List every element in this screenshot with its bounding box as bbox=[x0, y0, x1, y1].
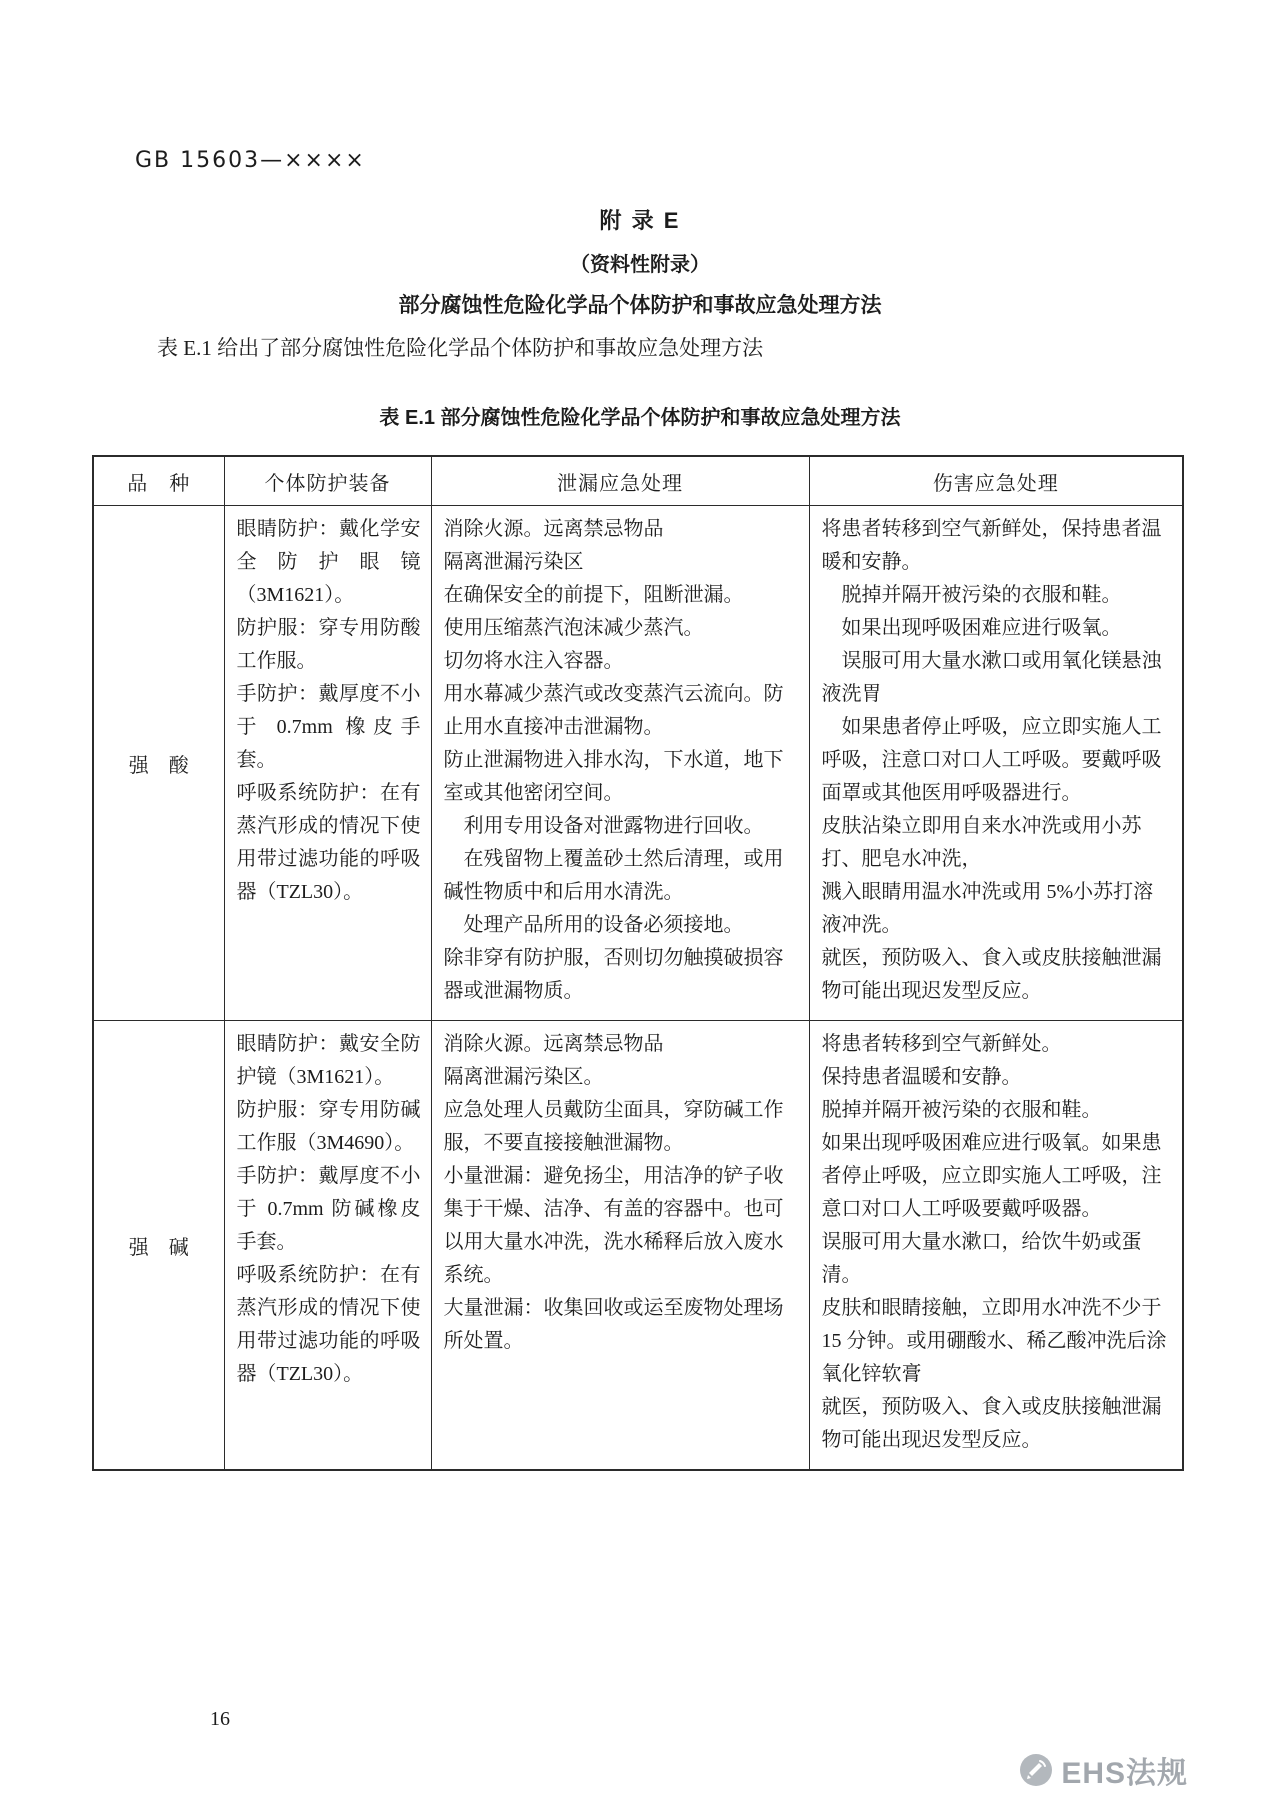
header-cell-injury: 伤害应急处理 bbox=[809, 456, 1183, 506]
leak-cell: 消除火源。远离禁忌物品 隔离泄漏污染区。 应急处理人员戴防尘面具，穿防碱工作服，不要直接接触泄漏物。 小量泄漏：避免扬尘，用洁净的铲子收集于干燥、洁净、有盖的容器中。也可以用大量水冲洗，洗水稀释后放入废水系统。 大量泄漏：收集回收或运至废物处理场所处置。 bbox=[431, 1021, 809, 1471]
category-cell: 强 碱 bbox=[93, 1021, 224, 1471]
page-number: 16 bbox=[210, 1708, 230, 1730]
table-caption: 表 E.1 部分腐蚀性危险化学品个体防护和事故应急处理方法 bbox=[379, 407, 901, 429]
header-cell-category: 品 种 bbox=[93, 456, 224, 506]
ehs-logo-icon bbox=[1019, 1753, 1053, 1787]
appendix-type: （资料性附录） bbox=[570, 254, 710, 276]
ehs-watermark bbox=[1019, 1748, 1188, 1792]
injury-cell: 将患者转移到空气新鲜处，保持患者温暖和安静。 脱掉并隔开被污染的衣服和鞋。 如果出现呼吸困难应进行吸氧。 误服可用大量水漱口或用氧化镁悬浊液洗胃 如果患者停止呼吸，应立即实施人工呼吸，注意口对口人工呼吸。要戴呼吸面罩或其他医用呼吸器进行。 皮肤沾染立即用自来水冲洗或用小苏打、肥皂水冲洗， 溅入眼睛用温水冲洗或用 5%小苏打溶液冲洗。 就医，预防吸入、食入或皮肤接触泄漏物可能出现迟发型反应。 bbox=[809, 506, 1183, 1021]
protection-cell: 眼睛防护：戴化学安全防护眼镜（3M1621）。 防护服：穿专用防酸工作服。 手防护：戴厚度不小于 0.7mm 橡皮手套。 呼吸系统防护：在有蒸汽形成的情况下使用带过滤功能的呼吸器（TZL30）。 bbox=[224, 506, 431, 1021]
protection-table bbox=[92, 455, 1184, 1471]
table-row-strong-base bbox=[93, 1021, 1183, 1471]
appendix-title: 部分腐蚀性危险化学品个体防护和事故应急处理方法 bbox=[398, 294, 882, 317]
table-row-strong-acid bbox=[93, 506, 1183, 1021]
doc-code: GB 15603—×××× bbox=[135, 148, 366, 173]
leak-cell: 消除火源。远离禁忌物品 隔离泄漏污染区 在确保安全的前提下，阻断泄漏。 使用压缩蒸汽泡沫减少蒸汽。 切勿将水注入容器。 用水幕减少蒸汽或改变蒸汽云流向。防止用水直接冲击泄漏物。 防止泄漏物进入排水沟，下水道，地下室或其他密闭空间。 利用专用设备对泄露物进行回收。 在残留物上覆盖砂土然后清理，或用碱性物质中和后用水清洗。 处理产品所用的设备必须接地。 除非穿有防护服，否则切勿触摸破损容器或泄漏物质。 bbox=[431, 506, 809, 1021]
injury-cell: 将患者转移到空气新鲜处。 保持患者温暖和安静。 脱掉并隔开被污染的衣服和鞋。 如果出现呼吸困难应进行吸氧。如果患者停止呼吸，应立即实施人工呼吸，注意口对口人工呼吸要戴呼吸器。 误服可用大量水漱口，给饮牛奶或蛋清。 皮肤和眼睛接触，立即用水冲洗不少于 15 分钟。或用硼酸水、稀乙酸冲洗后涂氧化锌软膏 就医，预防吸入、食入或皮肤接触泄漏物可能出现迟发型反应。 bbox=[809, 1021, 1183, 1471]
header-cell-protection: 个体防护装备 bbox=[224, 456, 431, 506]
intro-text: 表 E.1 给出了部分腐蚀性危险化学品个体防护和事故应急处理方法 bbox=[157, 336, 764, 360]
table-header-row bbox=[93, 456, 1183, 506]
protection-cell: 眼睛防护：戴安全防护镜（3M1621）。 防护服：穿专用防碱工作服（3M4690）。 手防护：戴厚度不小于 0.7mm 防碱橡皮手套。 呼吸系统防护：在有蒸汽形成的情况下使用带过滤功能的呼吸器（TZL30）。 bbox=[224, 1021, 431, 1471]
ehs-watermark-label: EHS法规 bbox=[1061, 1757, 1188, 1790]
header-cell-leak: 泄漏应急处理 bbox=[431, 456, 809, 506]
category-cell: 强 酸 bbox=[93, 506, 224, 1021]
table-e1 bbox=[92, 455, 1184, 1471]
appendix-heading: 附 录 E bbox=[599, 208, 681, 233]
